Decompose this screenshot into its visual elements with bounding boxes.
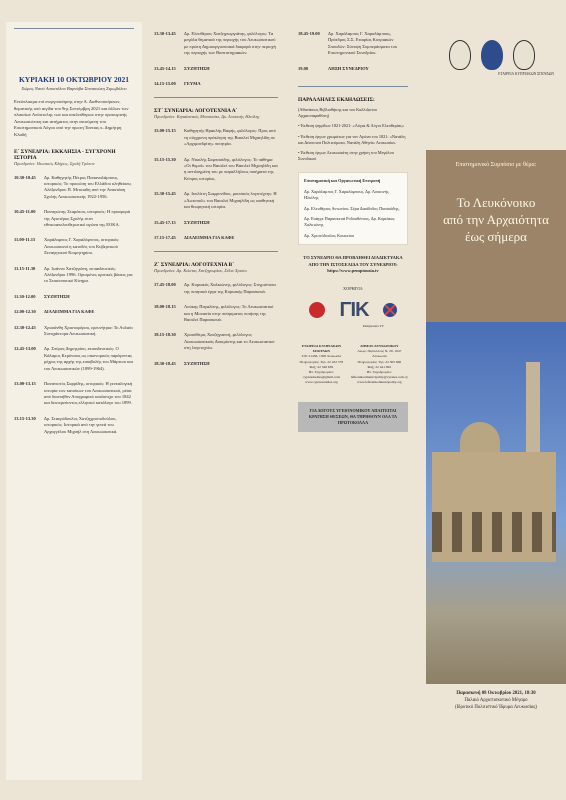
- program-item-time: 10.30-10.45: [14, 174, 36, 180]
- committee-member: Δρ. Χριστόδουλος Κουκκίου: [304, 232, 355, 238]
- contact-line: Πληροφορίες: Τηλ. 22 432 578: [299, 359, 344, 364]
- sponsor-logo-pemptousia-icon: [383, 303, 397, 317]
- event-line: • Έκθεση έργων χρωμάτων για τον Αγώνα του 1821: «Νατάλη και Δέσποινα Πολιτεύματα, Νατάλη Αθηνά» Λευκωσία»: [298, 133, 406, 145]
- session-title: Ζ΄ ΣΥΝΕΔΡΙΑ: ΛΟΓΟΤΕΧΝΙΑ Β΄: [154, 262, 234, 269]
- program-item: [154, 304, 278, 323]
- program-item-time: 18.15-18.30: [154, 332, 176, 338]
- program-item: [154, 81, 278, 87]
- program-item: [154, 128, 278, 147]
- program-item-text: ΣΥΖΗΤΗΣΗ: [184, 219, 210, 225]
- program-item-text: Δρ. Καθηγητής Πέτρος Παπαναλάμπους, ιστορικός: Το προσώπη του Ελλάδου κληθείσεις Αλέξανδρου Π. Μιτσιαδη από την Αναστάση Σχολής Λευκωσιατικής 1922-1956.: [44, 174, 132, 199]
- program-item: [154, 191, 278, 210]
- program-item-time: 13.00-13.15: [14, 381, 36, 387]
- session-items: [154, 31, 278, 87]
- session-items: [298, 31, 408, 72]
- program-item-time: 11.15-11.30: [14, 265, 36, 271]
- program-item: [154, 31, 278, 57]
- program-item: [14, 294, 134, 300]
- contact-block: [351, 344, 408, 386]
- program-item-text: Χρυσάνθη Χριστοφόρου, ερευνήτρια: Το Αυλαίο Συνυχάκτορα Λευκωσιατική.: [44, 324, 133, 337]
- program-item-time: 13.15-13.30: [14, 415, 36, 421]
- program-item-time: 14.15-15.00: [154, 81, 176, 87]
- event-venue-note: (Ιδρυτικό Πολιτιστικό Ίδρυμα Λευκωσίας): [454, 705, 537, 710]
- program-item: [14, 381, 134, 407]
- program-item: [14, 416, 134, 435]
- program-item: [14, 237, 134, 256]
- program-item: [154, 157, 278, 183]
- contact-line: Πληροφορίες: Τηλ. 22 305 666: [357, 359, 402, 364]
- program-item-text: Δρ. Νικολής Σαμπασίδης, φιλόλογος: Το πάθημα «Οι θυμοί» του Βασιλεί του Βασιλεί Μιχαηλίδη και η αντιλαγμένη του με παραλλήλους ποιήματα της Κύπρος ιστορίας.: [184, 156, 278, 181]
- program-item: [298, 31, 408, 57]
- program-column-2: [146, 22, 286, 780]
- divider: [14, 28, 134, 29]
- sponsor-logo-ik-icon: ΓΙΚ: [339, 298, 369, 321]
- divider: [298, 86, 408, 87]
- stream-lead: ΤΟ ΣΥΝΕΔΡΙΟ ΘΑ ΠΡΟΒΛΗΘΕΙ ΔΙΑΔΙΚΤΥΑΚΑ ΑΠΟ ΤΗΝ ΙΣΤΟΣΕΛΙΔΑ ΤΟΥ ΣΥΝΕΔΡΙΟΥ:: [303, 255, 403, 267]
- program-item: [14, 346, 134, 372]
- contact-line: Φαξ: 22 441 992: [367, 364, 392, 369]
- program-item-text: Πανανιστός Σαρρίδης, ιστορικός: Η γενεαλογική ιστορία των κατοίκων του Λευκωσιατικού, μέσα από διανοήθεν Απογραφικό κατάστιχο του 1842 και δευτερεύοντος ελληνικό κατάλογο του 1899.: [44, 381, 133, 406]
- program-item-text: ΣΥΖΗΤΗΣΗ: [184, 65, 210, 71]
- stream-info: [298, 255, 408, 274]
- program-item: [298, 66, 408, 72]
- program-item-text: ΔΙΑΛΕΙΜΜΑ ΓΙΑ ΚΑΦΕ: [44, 309, 95, 315]
- crests: [430, 40, 554, 70]
- program-item-text: ΣΥΖΗΤΗΣΗ: [44, 293, 70, 299]
- event-line: • Έκθεση ψηφίδων 1821-2021: «Λόγια & Λόγοι Ελευθερίας»: [298, 123, 404, 129]
- contact-line: Τ.Θ. 21436, 1508 Λευκωσία: [301, 354, 342, 359]
- cover-title-line: Το Λευκόνοικο: [456, 195, 536, 210]
- contacts: [298, 344, 408, 386]
- committee-title: Επιστημονική και Οργανωτική Επιτροπή: [304, 178, 381, 184]
- contact-line: Φαξ: 22 348 639: [309, 364, 334, 369]
- program-item-text: Δρ. Ιωάννα Χατζηγιάνη, εκπαιδευτικός: Αλέξανδροι 1996. Ορισμένες κριτικές βάσεις για το Στασιοποιικό Κίνημα.: [44, 265, 133, 284]
- program-item-text: Δρ. Χαράλαμπος Γ. Χαραλάμπους, Πρόεδρος Σ.Σ. Εταιρίας Κυπριακών Σπουδών: Σύνοψη Συμπεράσματα του Επιστημονικού Συνεδρίου.: [328, 31, 398, 56]
- program-item: [154, 332, 278, 351]
- session-chair: Προεδρεύει: Ιδιωτικός Κλήρος, Σχολή Τρόπον: [14, 160, 95, 166]
- contact-title: ΕΤΑΙΡΕΙΑ ΚΥΠΡΙΑΚΩΝ ΣΠΟΥΔΩΝ: [301, 343, 342, 354]
- society-crest-icon: [449, 40, 471, 70]
- cover-title-line: έως σήμερα: [465, 229, 527, 244]
- session-items: [154, 128, 278, 241]
- program-item-time: 19.00: [298, 65, 309, 71]
- sponsor-caption: Pemptousia TV: [362, 323, 384, 328]
- contact-line: www.cyprusstudies.org: [304, 380, 338, 385]
- municipality-crest-icon: [481, 40, 503, 70]
- program-item-text: ΣΥΖΗΤΗΣΗ: [184, 360, 210, 366]
- stream-url[interactable]: https://www.pemptousia.tv: [327, 267, 379, 273]
- sponsors-heading: ΧΟΡΗΓΟΙ:: [343, 285, 363, 291]
- session-items: [14, 175, 134, 435]
- program-item: [154, 66, 278, 72]
- program-item-text: Δρ. Σταυρόδουλος Χατζηχριστοδούλου, ιστορικός: Ιστορικά από την γενεά του Αρχαγγέλου Μιχαήλ στη Λευκωσιατικά.: [44, 415, 118, 434]
- program-item-time: 10.45-11.00: [14, 209, 36, 215]
- committee-box: [298, 172, 408, 245]
- events-list: [298, 107, 408, 162]
- contact-line: Ηλ. Ταχυδρομείο: cyprusstudies@gmail.com: [302, 369, 340, 380]
- divider: [154, 97, 278, 98]
- program-item-time: 12.30-12.45: [14, 324, 36, 330]
- program-item: [14, 175, 134, 201]
- program-item-text: Λούκης Παγαλίτης, φιλόλογος: Το Λευκωσιατικό και η Μονασία στην ποίησματος ποιήσης της Βασιλεί Παρασκευά.: [184, 304, 274, 322]
- committee-list: [304, 189, 402, 239]
- crest-caption: ΕΤΑΙΡΕΙΑ ΚΥΠΡΙΑΚΩΝ ΣΠΟΥΔΩΝ: [498, 72, 554, 76]
- contact-block: [298, 344, 345, 386]
- session-title: Ε΄ ΣΥΝΕΔΡΙΑ: ΕΚΚΛΗΣΙΑ - ΣΥΓΧΡΟΝΗ ΙΣΤΟΡΙΑ: [14, 148, 116, 161]
- program-item-text: ΓΕΥΜΑ: [184, 81, 201, 87]
- divider: [154, 251, 278, 252]
- contact-line: www.lefkonikomunicipality.org: [357, 380, 402, 385]
- program-item-time: 17.15-17.45: [154, 234, 176, 240]
- church-arches: [432, 512, 556, 552]
- contact-line: Ηλ. Ταχυδρομείο: lefkonikoumunicipality@cytanet.com.cy: [350, 369, 408, 380]
- event-date: Παρασκευή 08 Οκτωβρίου 2021, 18:30: [456, 691, 536, 696]
- program-item-time: 18.30-18.45: [154, 360, 176, 366]
- events-title: ΠΑΡΑΛΛΗΛΕΣ ΕΚΔΗΛΩΣΕΙΣ:: [298, 97, 375, 104]
- day-subtitle: Χώρος Ναού Αποστόλου Βαρνάβα Σανακιώτη Στρωβόλου: [21, 86, 127, 91]
- program-item-time: 12.00-12.30: [14, 309, 36, 315]
- cover-title-line: από την Αρχαιότητα: [443, 212, 549, 227]
- church-photo: [426, 322, 566, 684]
- program-item-time: 15.30-15.45: [154, 191, 176, 197]
- event-line: • Έκθεση έργων Λευκωσιάτη στην χρήση του Μεγάλου Συνοδικού: [298, 150, 394, 162]
- committee-member: Δρ. Χαράλαμπος Γ. Χαραλάμπους, Δρ. Λουκινής Ηλιόλης: [304, 188, 389, 201]
- program-item: [14, 209, 134, 228]
- cover-event-info: [426, 690, 566, 711]
- program-item-time: 11.00-11.15: [14, 237, 36, 243]
- event-venue: Παλαιό Αρχιεπισκοπικό Μέγαρο: [464, 698, 528, 703]
- contact-line: Λεωφ. Περικλέους Ν. 29, 1047 Λευκωσία: [357, 349, 402, 359]
- session-items: [154, 282, 278, 367]
- committee-member: Δρ. Ευάγγε Παρασκευά Ροδοσθένους, Δρ. Κυριάκος Χαλκιώνης: [304, 216, 395, 228]
- program-column-1: [6, 22, 142, 780]
- program-item-time: 18.00-18.15: [154, 304, 176, 310]
- cover-title: [426, 194, 566, 245]
- program-item-text: Δρ. Σπύρος Δημητρίου, εκπαιδευτικός: Ο Κάλαμος Κερύνειας ως οικονομικός παράγοντας μέχρις της αρχής της εισαβολής του Μάρτιου και του Λευκωσιατικών (1899-1964).: [44, 346, 133, 371]
- program-item-time: 11.30-12.00: [14, 293, 36, 299]
- program-item-text: ΛΗΞΗ ΣΥΝΕΔΡΙΟΥ: [328, 65, 369, 71]
- church-crest-icon: [513, 40, 535, 70]
- event-line: (Αθανάσιος Βιβλιοθήκης και του Καλλιζικίου Αρχαιοπαραθύτη): [298, 107, 377, 119]
- program-item-text: Χαράλαμπος Γ. Χαραλάμπους, ιστορικός: Λευκωσιανοί η κατοδός του Κυβερνικού Ξεναγητικού Κοιμητηρίου.: [44, 237, 120, 256]
- program-item-text: Δρ. Ελευθέριος Χατζηγεωργιάτης, φιλόλογος: Τα μεγάλα θεματικά της περιοχής του Λευκωσιατικού με πρώτη Δημιουργιοποιικά διαφορά στην περιοχή της περιοχής των Βαπτιστηριακών.: [184, 31, 276, 56]
- program-item: [14, 309, 134, 315]
- program-item-time: 15.00-15.15: [154, 128, 176, 134]
- program-item-text: Χρυσόθεμις Χατζηγιαννή, φιλόλογος: Λευκωσιατικούς Δοκιμίστης και το Λευκωσιατικό στη λογοτεχνία.: [184, 332, 275, 351]
- program-item-text: Παναγιώτης Σταμάτου, ιστορικός: Η προσφορά της Αγιοτέρας Σχολής στον εθνικοαπελευθερωτικό αγώνα της ΕΟΚΑ.: [44, 209, 130, 227]
- program-column-3: [290, 22, 416, 780]
- committee-member: Δρ. Ελευθέριος Αντωνίου, Σέρα Δαυϊδνδος Πασσιάδης,: [304, 205, 400, 211]
- program-item: [154, 220, 278, 226]
- program-item-time: 15.45-17.15: [154, 219, 176, 225]
- program-item-time: 15.15-15.30: [154, 156, 176, 162]
- program-item-text: Καθηγητής Ηρακλής Βαφής, φιλόλογος: Προς από τη σύγχρονη πρόκληση της Βασιλεί Μιχαηλίδη σε «Αρχιμανδρίτη» ποιητρία.: [184, 128, 276, 147]
- sponsor-logos: [298, 299, 408, 322]
- cover-panel: [426, 150, 566, 684]
- program-item-text: Δρ. Κυριακός Χαλκιώνης, φιλόλογος: Στιγμιότυπα της ποιητικά έργα της Κυριακής Παρασκευά.: [184, 282, 276, 294]
- session-chair: Προεδρεύει: Κηπαϊανικός Μουσικάκι, Δρ. Λουκινής Ηλιόλης: [154, 114, 260, 120]
- program-item-text: ΔΙΑΛΕΙΜΜΑ ΓΙΑ ΚΑΦΕ: [184, 234, 235, 240]
- sponsor-logo-red-icon: [309, 302, 325, 318]
- program-item: [154, 282, 278, 295]
- program-item-time: 12.45-13.00: [14, 346, 36, 352]
- intro-text: Ενεόπλασμα επί ενεργοποίησης στην Α. Διεθνοποιήσεων, θεματικής υπό αιγίδα του 9ης Σεπτέμβρη 2021 και άλλων των πλαισίων Απόστολης των και απελεύθερων στην προσωρινής Λευκωσιώτικη και αιτήματος στην αιτούμενη του Επιστημονικού Λόγου από την πρωτη Τανειας κ. Δημήτρη Κλαδή: [14, 99, 129, 137]
- notice-banner: ΓΙΑ ΛΟΓΟΥΣ ΥΓΕΙΟΝΟΜΙΚΟΥ ΑΠΑΙΤΕΙΤΑΙ ΚΡΑΤΗΣΗ ΘΕΣΕΩΝ, ΘΑ ΤΗΡΗΘΟΥΝ ΟΛΑ ΤΑ ΠΡΩΤΟΚΟΛΛΑ: [298, 402, 408, 432]
- program-item-text: Δρ. Ιουλίττη Σωφρονίδου, μουσικός λογοτέχνης: Η «Λωτοπολ» του Βασιλεί Μιχαηλίδη ως αισθητική και θεωρητική ιστορία.: [184, 191, 277, 210]
- program-item: [154, 235, 278, 241]
- program-item-time: 18.45-19.00: [298, 31, 320, 36]
- cover-subtitle: Επιστημονικό Συμπόσιο με θέμα:: [455, 162, 537, 168]
- program-item: [154, 361, 278, 367]
- session-title: ΣΤ΄ ΣΥΝΕΔΡΙΑ: ΛΟΓΟΤΕΧΝΙΑ Α΄: [154, 108, 238, 115]
- cover-title-block: [426, 150, 566, 318]
- session-chair: Προεδρεύει: Δρ. Κώστας Χατζηγιωρίου, Σέλιν Χριστο: [154, 268, 247, 274]
- day-title: ΚΥΡΙΑΚΗ 10 ΟΚΤΩΒΡΙΟΥ 2021: [18, 75, 130, 84]
- program-item-time: 13.30-13.45: [154, 31, 176, 36]
- contact-title: ΔΗΜΟΣ ΛΕΥΚΩΝΙΚΟΥ: [360, 343, 399, 348]
- program-item-time: 13.45-14.15: [154, 65, 176, 71]
- program-item: [14, 266, 134, 285]
- program-item-time: 17.45-18.00: [154, 282, 176, 288]
- program-item: [14, 325, 134, 338]
